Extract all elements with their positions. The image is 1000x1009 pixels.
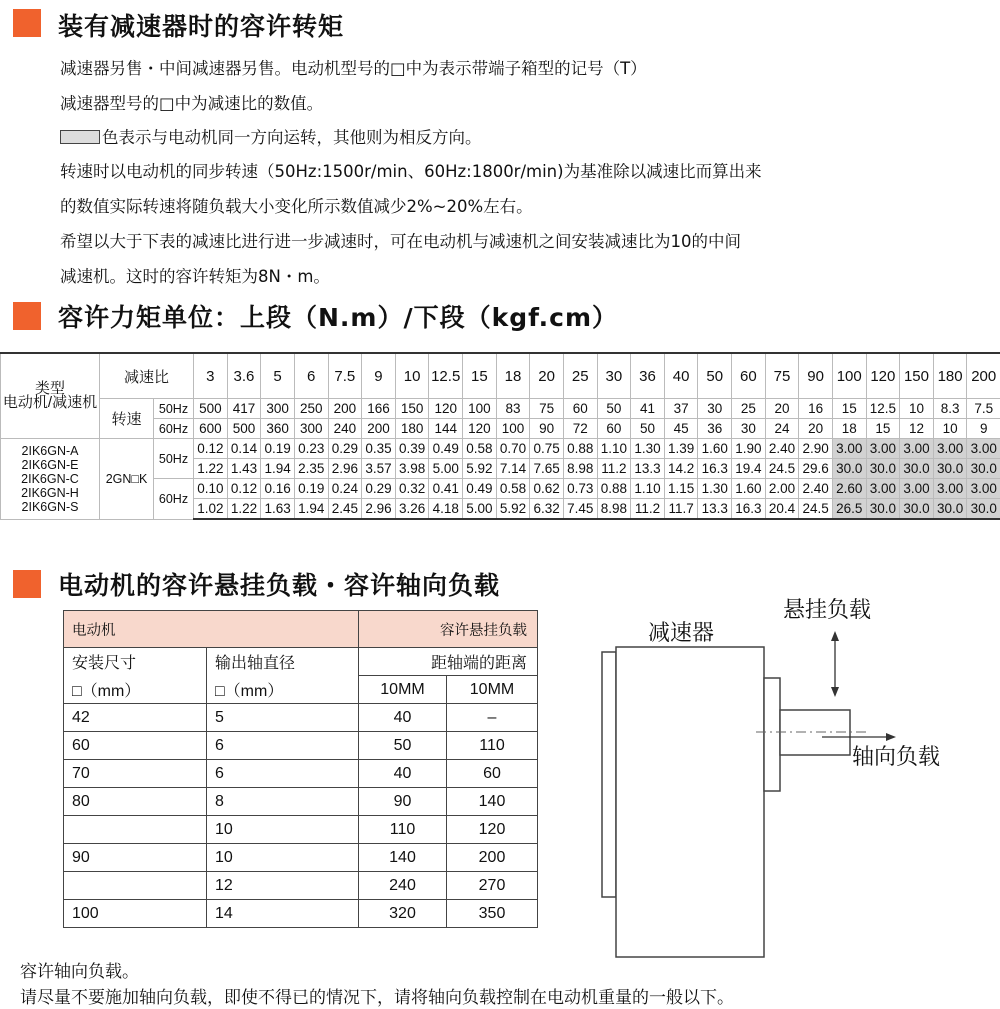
speed60-value: 360 (261, 419, 295, 439)
torque-value: 14.2 (664, 459, 698, 479)
ratio-value: 40 (664, 353, 698, 399)
torque-value: 2.90 (799, 439, 833, 459)
torque-value: 20.4 (765, 499, 799, 520)
speed50-value: 150 (395, 399, 429, 419)
load-diagram (590, 595, 990, 965)
torque-value: 1.30 (698, 479, 732, 499)
load-row (64, 760, 538, 788)
ratio-value: 150 (900, 353, 934, 399)
torque-value: 30.0 (866, 459, 900, 479)
torque-value: 11.7 (664, 499, 698, 520)
load-row (64, 900, 538, 928)
ratio-value: 75 (765, 353, 799, 399)
speed60-value: 200 (362, 419, 396, 439)
shaft-unit: □（mm） (207, 676, 359, 704)
torque-value: 24.5 (799, 499, 833, 520)
speed60-value: 100 (496, 419, 530, 439)
torque-value: 2.40 (799, 479, 833, 499)
torque-value: 0.41 (429, 479, 463, 499)
ratio-value: 9 (362, 353, 396, 399)
ratio-value: 30 (597, 353, 631, 399)
speed60-value: 30 (732, 419, 766, 439)
torque-value: 1.10 (631, 479, 665, 499)
load-b-cell: 270 (447, 872, 538, 900)
shaft-dia-cell: 12 (207, 872, 359, 900)
torque-value: 11.2 (631, 499, 665, 520)
mount-size-cell: 80 (64, 788, 207, 816)
col-b-header: 10MM (447, 676, 538, 704)
speed50-value: 8.3 (933, 399, 967, 419)
torque-value: 0.58 (463, 439, 497, 459)
ratio-value: 180 (933, 353, 967, 399)
gear-model: 2GN□K (100, 439, 154, 520)
torque-value: 30.0 (967, 459, 1000, 479)
torque-value: 19.4 (732, 459, 766, 479)
mount-size-cell (64, 816, 207, 844)
torque-value: 1.43 (227, 459, 261, 479)
mount-size-cell: 70 (64, 760, 207, 788)
type-label: 类型 (34, 380, 65, 397)
ratio-value: 36 (631, 353, 665, 399)
model-list (1, 439, 100, 520)
load-b-cell: 60 (447, 760, 538, 788)
torque-value: 1.10 (597, 439, 631, 459)
torque-value: 30.0 (900, 499, 934, 520)
speed60-value: 18 (832, 419, 866, 439)
section3-heading: 电动机的容许悬挂负载・容许轴向负载 (58, 571, 501, 600)
torque-value: 3.00 (866, 439, 900, 459)
torque-value: 0.19 (294, 479, 328, 499)
motor-header: 电动机 (64, 611, 359, 648)
torque-value: 3.00 (832, 439, 866, 459)
torque-value: 0.88 (597, 479, 631, 499)
speed50-value: 25 (732, 399, 766, 419)
load-a-cell: 110 (359, 816, 447, 844)
torque-value: 1.39 (664, 439, 698, 459)
torque-value: 0.88 (563, 439, 597, 459)
load-b-cell: 140 (447, 788, 538, 816)
load-a-cell: 320 (359, 900, 447, 928)
speed50-row (1, 399, 1000, 419)
speed60-value: 50 (631, 419, 665, 439)
ratio-value: 3.6 (227, 353, 261, 399)
mount-size-cell: 100 (64, 900, 207, 928)
load-row (64, 816, 538, 844)
torque-value: 24.5 (765, 459, 799, 479)
ratio-value: 120 (866, 353, 900, 399)
speed60-value: 240 (328, 419, 362, 439)
ratio-row (1, 353, 1000, 399)
ratio-value: 50 (698, 353, 732, 399)
section2-heading: 容许力矩单位：上段（N.m）/下段（kgf.cm） (58, 303, 618, 332)
speed60-value: 180 (395, 419, 429, 439)
note-line-3-text: 色表示与电动机同一方向运转，其他则为相反方向。 (102, 128, 482, 147)
torque-value: 0.29 (328, 439, 362, 459)
ratio-value: 5 (261, 353, 295, 399)
speed50-value: 37 (664, 399, 698, 419)
torque-value: 0.29 (362, 479, 396, 499)
speed50-value: 30 (698, 399, 732, 419)
load-a-cell: 40 (359, 704, 447, 732)
shaft-dia-cell: 6 (207, 732, 359, 760)
note-line-1: 减速器另售・中间减速器另售。电动机型号的□中为表示带端子箱型的记号（T） (60, 59, 647, 78)
mount-unit: □（mm） (64, 676, 207, 704)
overhung-arrowhead-down (831, 687, 839, 697)
torque-value: 3.00 (900, 479, 934, 499)
torque-value: 29.6 (799, 459, 833, 479)
section-marker (13, 570, 41, 598)
speed60-value: 500 (227, 419, 261, 439)
speed50-value: 417 (227, 399, 261, 419)
speed50-value: 10 (900, 399, 934, 419)
reducer-label: 减速器 (648, 621, 715, 646)
load-a-cell: 90 (359, 788, 447, 816)
torque-value: 0.75 (530, 439, 564, 459)
ratio-value: 100 (832, 353, 866, 399)
ratio-value: 15 (463, 353, 497, 399)
torque-value: 3.00 (967, 439, 1000, 459)
ratio-value: 10 (395, 353, 429, 399)
speed60-value: 300 (294, 419, 328, 439)
torque-value: 5.92 (496, 499, 530, 520)
speed60-value: 15 (866, 419, 900, 439)
torque-value: 3.98 (395, 459, 429, 479)
overhung-label: 悬挂负载 (783, 598, 872, 623)
torque-value: 2.40 (765, 439, 799, 459)
speed50-value: 100 (463, 399, 497, 419)
load-a-cell: 40 (359, 760, 447, 788)
load-row (64, 732, 538, 760)
axial-label: 轴向负载 (852, 745, 941, 770)
speed50-value: 83 (496, 399, 530, 419)
model-name: 2IK6GN-E (21, 457, 79, 472)
torque-value: 1.30 (631, 439, 665, 459)
torque-value: 3.00 (933, 479, 967, 499)
hz60-label: 60Hz (154, 419, 194, 439)
note-line-3 (60, 124, 482, 148)
speed60-value: 12 (900, 419, 934, 439)
torque-value: 1.60 (732, 479, 766, 499)
speed50-value: 75 (530, 399, 564, 419)
torque-value: 1.02 (194, 499, 228, 520)
torque-value: 30.0 (832, 459, 866, 479)
load-row (64, 844, 538, 872)
torque-value: 0.73 (563, 479, 597, 499)
model-name: 2IK6GN-S (21, 499, 79, 514)
load-row (64, 872, 538, 900)
col-a-header: 10MM (359, 676, 447, 704)
shaft-dia-cell: 8 (207, 788, 359, 816)
speed60-value: 90 (530, 419, 564, 439)
torque-value: 8.98 (597, 499, 631, 520)
model-name: 2IK6GN-C (21, 471, 79, 486)
load-b-cell: 110 (447, 732, 538, 760)
torque-value: 5.92 (463, 459, 497, 479)
torque-value: 2.45 (328, 499, 362, 520)
ratio-value: 12.5 (429, 353, 463, 399)
torque-hz-label: 50Hz (154, 439, 194, 479)
mount-size-cell: 60 (64, 732, 207, 760)
mount-size-cell (64, 872, 207, 900)
ratio-value: 25 (563, 353, 597, 399)
torque-value: 2.96 (362, 499, 396, 520)
load-a-cell: 240 (359, 872, 447, 900)
model-name: 2IK6GN-H (21, 485, 79, 500)
speed50-value: 200 (328, 399, 362, 419)
load-b-cell: 350 (447, 900, 538, 928)
load-table (63, 610, 538, 928)
torque-value: 0.35 (362, 439, 396, 459)
torque-value: 2.35 (294, 459, 328, 479)
shaft-dia-cell: 14 (207, 900, 359, 928)
speed50-value: 120 (429, 399, 463, 419)
shaft-dia-cell: 10 (207, 844, 359, 872)
speed50-value: 7.5 (967, 399, 1000, 419)
shaft-dia-header: 输出轴直径 (207, 648, 359, 676)
torque-value: 30.0 (900, 459, 934, 479)
speed50-value: 166 (362, 399, 396, 419)
torque-value: 0.32 (395, 479, 429, 499)
torque-value: 0.49 (463, 479, 497, 499)
torque-value: 3.00 (900, 439, 934, 459)
torque-value: 0.19 (261, 439, 295, 459)
note-line-6: 希望以大于下表的减速比进行进一步减速时，可在电动机与减速机之间安装减速比为10的中间 (60, 232, 741, 251)
torque-value: 0.49 (429, 439, 463, 459)
type-sub-label: 电动机/减速机 (2, 394, 98, 411)
speed50-value: 500 (194, 399, 228, 419)
speed60-value: 36 (698, 419, 732, 439)
torque-value: 30.0 (866, 499, 900, 520)
torque-value: 1.90 (732, 439, 766, 459)
note-line-2: 减速器型号的□中为减速比的数值。 (60, 94, 324, 113)
speed50-value: 60 (563, 399, 597, 419)
torque-value: 16.3 (698, 459, 732, 479)
load-b-cell: – (447, 704, 538, 732)
torque-value: 3.00 (866, 479, 900, 499)
speed50-value: 300 (261, 399, 295, 419)
torque-value: 1.94 (261, 459, 295, 479)
section-marker (13, 9, 41, 37)
torque-value: 1.22 (194, 459, 228, 479)
torque-value: 7.45 (563, 499, 597, 520)
load-a-cell: 50 (359, 732, 447, 760)
load-b-cell: 200 (447, 844, 538, 872)
torque-value: 0.12 (227, 479, 261, 499)
shaft-dia-cell: 5 (207, 704, 359, 732)
speed-label: 转速 (100, 399, 154, 439)
torque-value: 3.57 (362, 459, 396, 479)
speed50-value: 41 (631, 399, 665, 419)
load-row (64, 788, 538, 816)
torque-value: 5.00 (463, 499, 497, 520)
speed50-value: 16 (799, 399, 833, 419)
torque-value: 4.18 (429, 499, 463, 520)
allowed-overhung-header: 容许悬挂负载 (359, 611, 538, 648)
mount-size-cell: 42 (64, 704, 207, 732)
footer-text: 请尽量不要施加轴向负载，即使不得已的情况下，请将轴向负载控制在电动机重量的一般以下。 (20, 988, 734, 1008)
shaft-dia-cell: 6 (207, 760, 359, 788)
ratio-value: 90 (799, 353, 833, 399)
ratio-value: 60 (732, 353, 766, 399)
torque-value: 30.0 (933, 459, 967, 479)
torque-value: 0.70 (496, 439, 530, 459)
torque-row (1, 439, 1000, 459)
torque-value: 6.32 (530, 499, 564, 520)
speed50-value: 20 (765, 399, 799, 419)
torque-value: 1.94 (294, 499, 328, 520)
torque-value: 30.0 (933, 499, 967, 520)
speed60-value: 10 (933, 419, 967, 439)
torque-value: 7.65 (530, 459, 564, 479)
torque-value: 1.63 (261, 499, 295, 520)
speed60-value: 144 (429, 419, 463, 439)
type-header (1, 353, 100, 439)
torque-value: 0.10 (194, 479, 228, 499)
torque-value: 16.3 (732, 499, 766, 520)
distance-header: 距轴端的距离 (359, 648, 538, 676)
torque-value: 0.14 (227, 439, 261, 459)
torque-hz-label: 60Hz (154, 479, 194, 520)
overhung-arrowhead-up (831, 631, 839, 641)
torque-value: 1.60 (698, 439, 732, 459)
model-name: 2IK6GN-A (21, 443, 79, 458)
load-row (64, 704, 538, 732)
torque-value: 1.15 (664, 479, 698, 499)
torque-value: 5.00 (429, 459, 463, 479)
speed50-value: 12.5 (866, 399, 900, 419)
speed60-value: 120 (463, 419, 497, 439)
speed60-value: 20 (799, 419, 833, 439)
shaft-dia-cell: 10 (207, 816, 359, 844)
torque-value: 0.24 (328, 479, 362, 499)
speed50-value: 15 (832, 399, 866, 419)
torque-value: 26.5 (832, 499, 866, 520)
torque-value: 30.0 (967, 499, 1000, 520)
torque-value: 8.98 (563, 459, 597, 479)
hz50-label: 50Hz (154, 399, 194, 419)
torque-value: 2.00 (765, 479, 799, 499)
ratio-value: 3 (194, 353, 228, 399)
load-a-cell: 140 (359, 844, 447, 872)
footer-title: 容许轴向负载。 (20, 962, 139, 982)
section-marker (13, 302, 41, 330)
ratio-label: 减速比 (100, 353, 194, 399)
torque-value: 3.00 (967, 479, 1000, 499)
ratio-value: 18 (496, 353, 530, 399)
torque-value: 2.60 (832, 479, 866, 499)
torque-value: 3.26 (395, 499, 429, 520)
note-line-5: 的数值实际转速将随负载大小变化所示数值减少2%~20%左右。 (60, 197, 533, 216)
ratio-value: 6 (294, 353, 328, 399)
note-line-4: 转速时以电动机的同步转速（50Hz:1500r/min、60Hz:1800r/min)为基准除以减速比而算出来 (60, 162, 762, 181)
ratio-value: 20 (530, 353, 564, 399)
torque-value: 1.22 (227, 499, 261, 520)
speed60-value: 60 (597, 419, 631, 439)
speed50-value: 50 (597, 399, 631, 419)
ratio-value: 200 (967, 353, 1000, 399)
torque-value: 0.16 (261, 479, 295, 499)
mount-size-header: 安装尺寸 (64, 648, 207, 676)
reducer-body (616, 647, 764, 957)
torque-table (0, 352, 1000, 520)
mount-size-cell: 90 (64, 844, 207, 872)
load-b-cell: 120 (447, 816, 538, 844)
speed60-value: 600 (194, 419, 228, 439)
flange (764, 678, 780, 791)
speed60-value: 45 (664, 419, 698, 439)
speed60-value: 9 (967, 419, 1000, 439)
torque-value: 0.39 (395, 439, 429, 459)
note-line-7: 减速机。这时的容许转矩为8N・m。 (60, 267, 330, 286)
section1-heading: 装有减速器时的容许转矩 (58, 12, 345, 41)
torque-value: 11.2 (597, 459, 631, 479)
torque-value: 0.12 (194, 439, 228, 459)
torque-value: 13.3 (631, 459, 665, 479)
speed50-value: 250 (294, 399, 328, 419)
torque-value: 0.62 (530, 479, 564, 499)
torque-value: 7.14 (496, 459, 530, 479)
torque-value: 3.00 (933, 439, 967, 459)
torque-value: 0.58 (496, 479, 530, 499)
torque-value: 2.96 (328, 459, 362, 479)
ratio-value: 7.5 (328, 353, 362, 399)
torque-value: 13.3 (698, 499, 732, 520)
speed60-value: 24 (765, 419, 799, 439)
speed60-value: 72 (563, 419, 597, 439)
gray-swatch (60, 130, 100, 144)
torque-value: 0.23 (294, 439, 328, 459)
motor-body (602, 652, 616, 897)
